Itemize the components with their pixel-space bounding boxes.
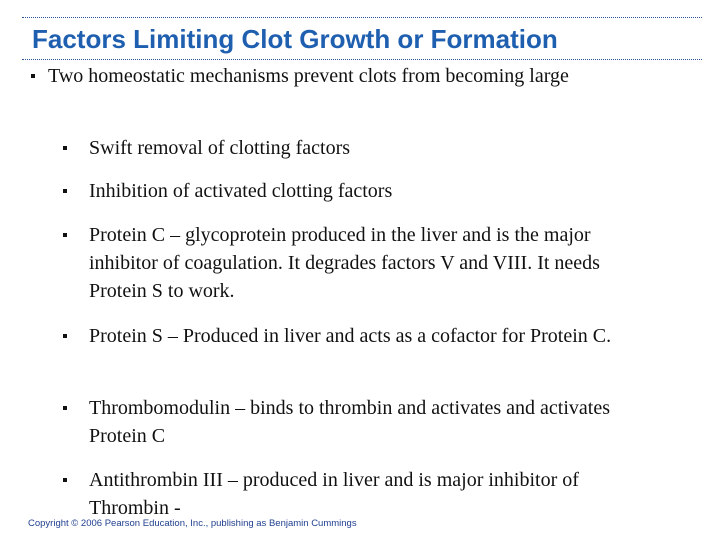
bullet-square-icon	[31, 74, 35, 78]
slide-title: Factors Limiting Clot Growth or Formation	[32, 24, 558, 54]
bullet-square-icon	[63, 233, 67, 237]
bullet-square-icon	[63, 406, 67, 410]
sub-bullet-text: Swift removal of clotting factors	[89, 137, 351, 159]
top-divider	[22, 17, 702, 18]
bullet-square-icon	[63, 146, 67, 150]
bullet-square-icon	[63, 189, 67, 193]
bullet-square-icon	[63, 478, 67, 482]
sub-bullet-text: Thrombomodulin – binds to thrombin and activates and activates Protein C	[89, 397, 611, 447]
sub-bullet-text: Inhibition of activated clotting factors	[89, 180, 393, 202]
sub-bullet-text: Protein C – glycoprotein produced in the liver and is the major inhibitor of coagulation. It degrades factors V and VIII. It needs Protein S to work.	[89, 224, 600, 302]
sub-bullet-text: Protein S – Produced in liver and acts as a cofactor for Protein C.	[89, 325, 612, 347]
bullet-square-icon	[63, 334, 67, 338]
sub-bullet-text: Antithrombin III – produced in liver and is major inhibitor of Thrombin -	[89, 469, 579, 519]
copyright-footer: Copyright © 2006 Pearson Education, Inc., publishing as Benjamin Cummings	[28, 518, 357, 529]
title-divider	[22, 59, 702, 60]
main-bullet-text: Two homeostatic mechanisms prevent clots from becoming large	[48, 65, 569, 87]
